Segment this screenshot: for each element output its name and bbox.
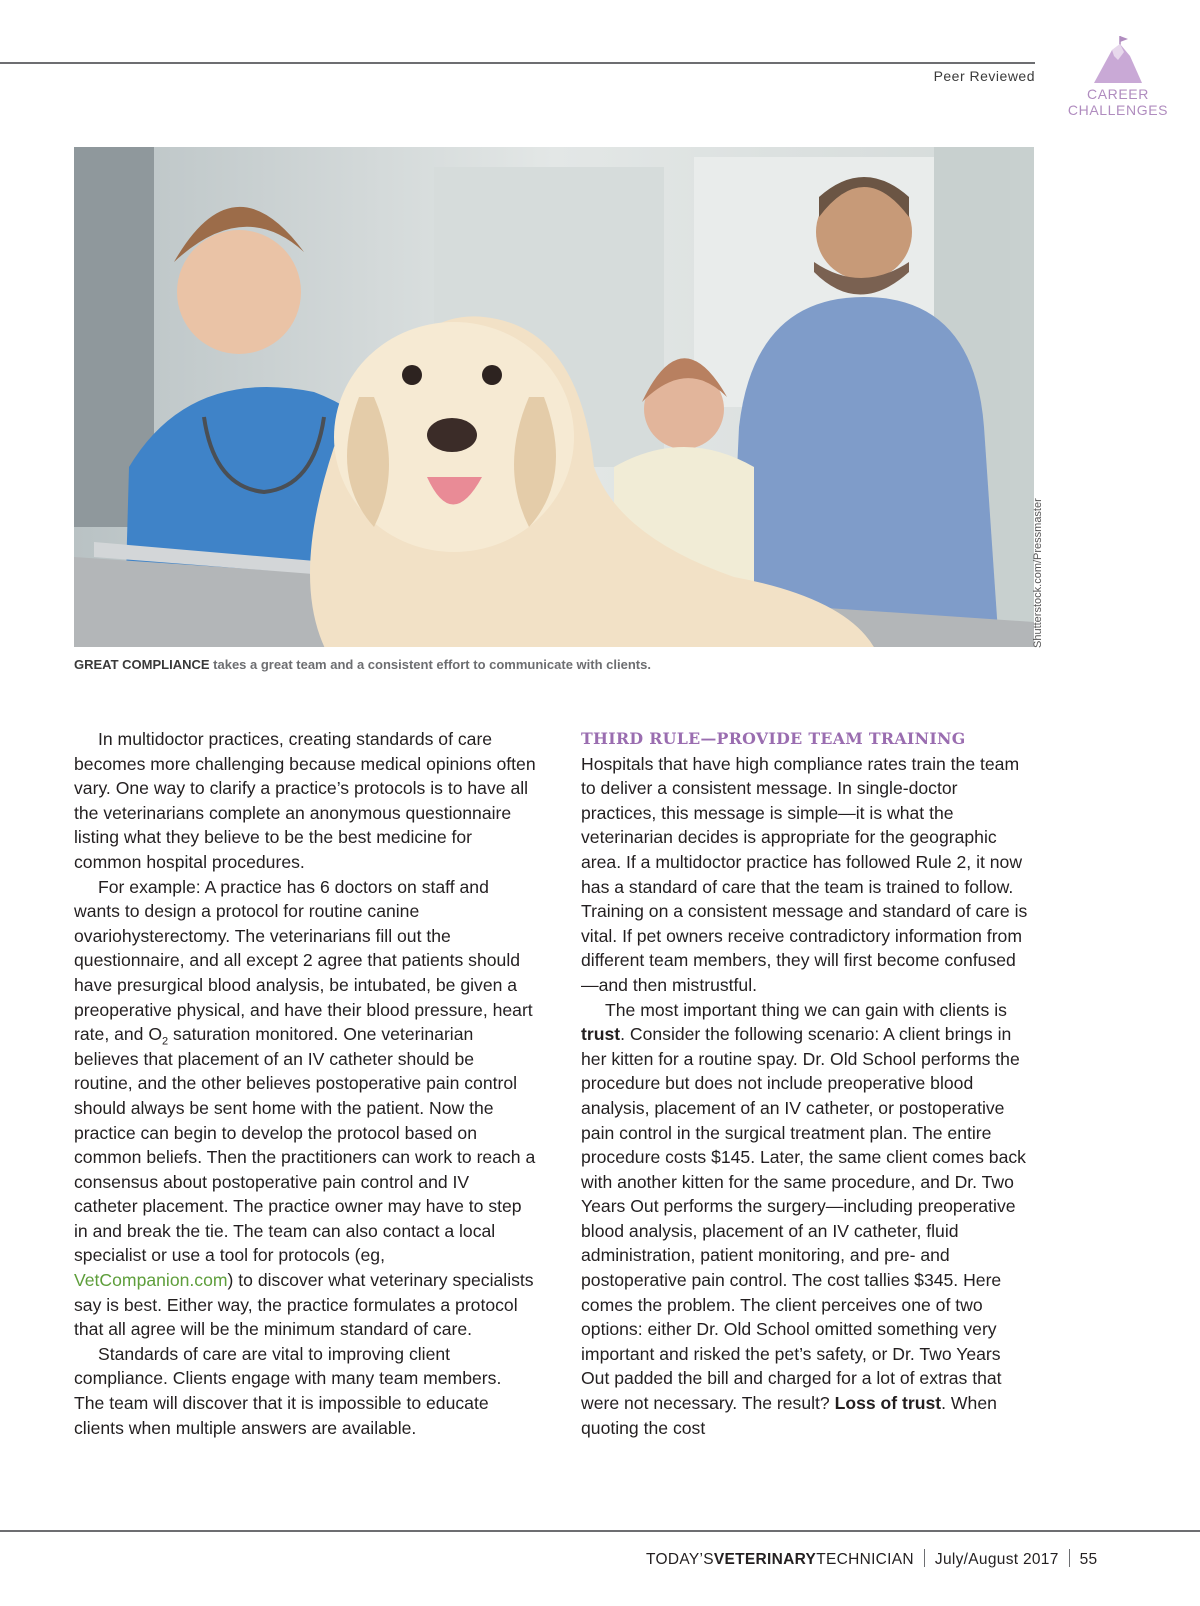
career-challenges-badge xyxy=(1058,30,1178,118)
vetcompanion-link[interactable]: VetCompanion.com xyxy=(74,1270,228,1291)
right-paragraph-1: Hospitals that have high compliance rates train the team to deliver a consistent message. In single-doctor practices, this message is simple—it is what the veterinarian decides is appropriate for the geographic area. If a multidoctor practice has followed Rule 2, it now has a standard of care that the team is trained to follow. Training on a consistent message and standard of care is vital. If pet owners receive contradictory information from different team members, they will first become confused—and then mistrustful. xyxy=(581,753,1028,995)
left-column xyxy=(74,727,536,1440)
o2-subscript: 2 xyxy=(162,1035,169,1048)
loss-of-trust-emphasis: Loss of trust xyxy=(834,1393,942,1414)
badge-line-1: CAREER xyxy=(1087,86,1149,102)
article-photo xyxy=(74,147,1034,647)
footer-divider xyxy=(1069,1549,1070,1567)
left-p2-text-a: For example: A practice has 6 doctors on staff and wants to design a protocol for routine canine ovariohysterectomy. The veterinarians fill out the questionnaire, and all except 2 agree that patients should have presurgical blood analysis, be intubated, be given a preoperative physical, and have their blood pressure, heart rate, and O xyxy=(74,876,533,1045)
trust-emphasis: trust xyxy=(581,1024,621,1045)
magazine-name-pre: TODAY’S xyxy=(646,1551,714,1568)
magazine-name-bold: VETERINARY xyxy=(713,1551,817,1568)
footer-rule xyxy=(0,1530,1200,1532)
badge-line-2: CHALLENGES xyxy=(1067,102,1169,118)
caption-text: takes a great team and a consistent effort to communicate with clients. xyxy=(209,657,651,672)
right-column xyxy=(581,727,1031,1440)
left-p2-text-c: ) to discover what veterinary specialists say is best. Either way, the practice formulates a protocol that all agree will be the minimum standard of care. xyxy=(74,1270,534,1340)
magazine-name-post: TECHNICIAN xyxy=(816,1551,914,1568)
page-footer xyxy=(646,1549,1097,1569)
caption-lead: GREAT COMPLIANCE xyxy=(74,657,210,672)
left-paragraph-1: In multidoctor practices, creating standards of care becomes more challenging because medical opinions often vary. One way to clarify a practice’s protocols is to have all the veterinarians complete an anonymous questionnaire listing what they believe to be the best medicine for common hospital procedures. xyxy=(74,729,536,872)
footer-divider xyxy=(924,1549,925,1567)
right-p2-text-b: . Consider the following scenario: A client brings in her kitten for a routine spay. Dr. Old School performs the procedure but does not include preoperative blood analysis, placement of an IV catheter, or postoperative pain control in the surgical treatment plan. The entire procedure costs $145. Later, the same client comes back with another kitten for the same procedure, and Dr. Two Years Out performs the surgery—including preoperative blood analysis, placement of an IV catheter, fluid administration, patient monitoring, and pre- and postoperative pain control. The cost tallies $345. Here comes the problem. The client perceives one of two options: either Dr. Old School omitted something very important and risked the pet’s safety, or Dr. Two Years Out padded the bill and charged for a lot of extras that were not necessary. The result? xyxy=(581,1024,1026,1414)
right-paragraph-2 xyxy=(581,998,1031,1441)
left-p2-text-b: saturation monitored. One veterinarian believes that placement of an IV catheter should be routine, and the other believes postoperative pain control should always be sent home with the patient. Now the practice can begin to develop the protocol based on common beliefs. Then the practitioners can work to reach a consensus about postoperative pain control and IV catheter placement. The practice owner may have to step in and break the tie. The team can also contact a local specialist or use a tool for protocols (eg, xyxy=(74,1024,536,1266)
photo-caption xyxy=(74,657,651,672)
left-paragraph-3: Standards of care are vital to improving client compliance. Clients engage with many team members. The team will discover that it is impossible to educate clients when multiple answers are available. xyxy=(74,1343,502,1438)
section-label: Peer Reviewed xyxy=(933,68,1035,84)
photo-credit: Shutterstock.com/Pressmaster xyxy=(1032,498,1044,648)
section-heading: THIRD RULE—PROVIDE TEAM TRAINING xyxy=(581,729,966,748)
header-rule xyxy=(0,62,1035,64)
page-number: 55 xyxy=(1079,1551,1098,1568)
left-paragraph-2 xyxy=(74,875,536,1342)
issue-date: July/August 2017 xyxy=(934,1551,1059,1568)
right-p2-text-a: The most important thing we can gain with clients is xyxy=(605,999,1007,1020)
mountain-flag-icon xyxy=(1090,30,1146,86)
right-p2-text-c: . When quoting the cost xyxy=(581,1393,997,1438)
